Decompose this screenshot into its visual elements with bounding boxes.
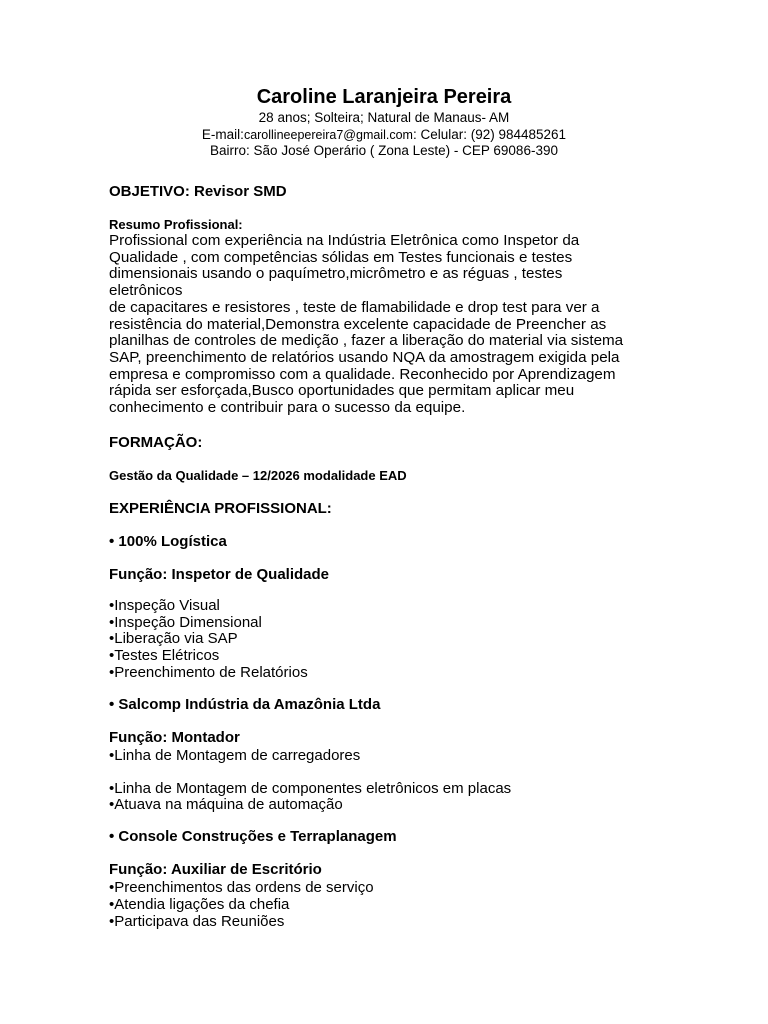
job-task: •Testes Elétricos — [109, 647, 220, 665]
summary-line: de capacitares e resistores , teste de flamabilidade e drop test para ver a — [109, 298, 600, 316]
job-task: •Liberação via SAP — [109, 630, 238, 648]
resume-body — [109, 182, 629, 931]
summary-line: rápida ser esforçada,Busco oportunidades que permitam aplicar meu — [109, 382, 575, 400]
email-prefix: E-mail: — [201, 126, 244, 142]
job-company: • Console Construções e Terraplanagem — [109, 828, 397, 846]
resume-header — [0, 84, 768, 160]
summary-line: empresa e compromisso com a qualidade. Reconhecido por Aprendizagem — [109, 365, 616, 383]
summary-line: planilhas de controles de medição , fazer a liberação do material via sistema — [109, 332, 624, 350]
job-company: • Salcomp Indústria da Amazônia Ltda — [109, 695, 381, 713]
summary-line: Profissional com experiência na Indústria Eletrônica como Inspetor da — [109, 232, 580, 249]
summary-line: dimensionais usando o paquímetro,micrômetro e as réguas , testes eletrônicos — [109, 265, 563, 300]
email-address: carollineepereira7@gmail.com — [243, 127, 413, 142]
summary-line: resistência do material,Demonstra excelente capacidade de Preencher as — [109, 315, 607, 333]
job-task: •Atendia ligações da chefia — [109, 895, 290, 913]
job-task-list — [109, 748, 629, 814]
job-role: Função: Montador — [109, 728, 240, 746]
summary-text — [109, 233, 629, 417]
education-heading: FORMAÇÃO: — [109, 433, 203, 451]
job-task-list — [109, 880, 629, 930]
summary-heading: Resumo Profissional: — [109, 217, 243, 232]
job-task: •Preenchimento de Relatórios — [109, 663, 308, 681]
job-task: •Participava das Reuniões — [109, 912, 285, 930]
candidate-name: Caroline Laranjeira Pereira — [256, 86, 512, 108]
summary-line: SAP, preenchimento de relatórios usando NQA da amostragem exigida pela — [109, 348, 620, 366]
personal-info: 28 anos; Solteira; Natural de Manaus- AM — [258, 110, 510, 125]
objective-heading: OBJETIVO: Revisor SMD — [109, 183, 287, 200]
job-role: Função: Inspetor de Qualidade — [109, 565, 330, 583]
job-task: •Inspeção Dimensional — [109, 613, 262, 631]
summary-line: conhecimento e contribuir para o sucesso da equipe. — [109, 399, 466, 417]
job-task: •Linha de Montagem de componentes eletrônicos em placas — [109, 779, 512, 797]
education-item: Gestão da Qualidade – 12/2026 modalidade EAD — [109, 467, 407, 483]
job-company: • 100% Logística — [109, 532, 227, 550]
job-task: •Atuava na máquina de automação — [109, 796, 343, 814]
experience-heading: EXPERIÊNCIA PROFISSIONAL: — [109, 499, 332, 517]
address-line: Bairro: São José Operário ( Zona Leste) - CEP 69086-390 — [210, 143, 558, 158]
job-task: •Linha de Montagem de carregadores — [109, 746, 361, 764]
job-task-list — [109, 598, 629, 682]
job-role: Função: Auxiliar de Escritório — [109, 861, 322, 879]
summary-line: Qualidade , com competências sólidas em Testes funcionais e testes — [109, 248, 573, 266]
job-task: •Preenchimentos das ordens de serviço — [109, 879, 374, 897]
contact-line — [0, 127, 768, 144]
phone-number: : Celular: (92) 984485261 — [412, 126, 567, 142]
job-task: •Inspeção Visual — [109, 596, 220, 614]
